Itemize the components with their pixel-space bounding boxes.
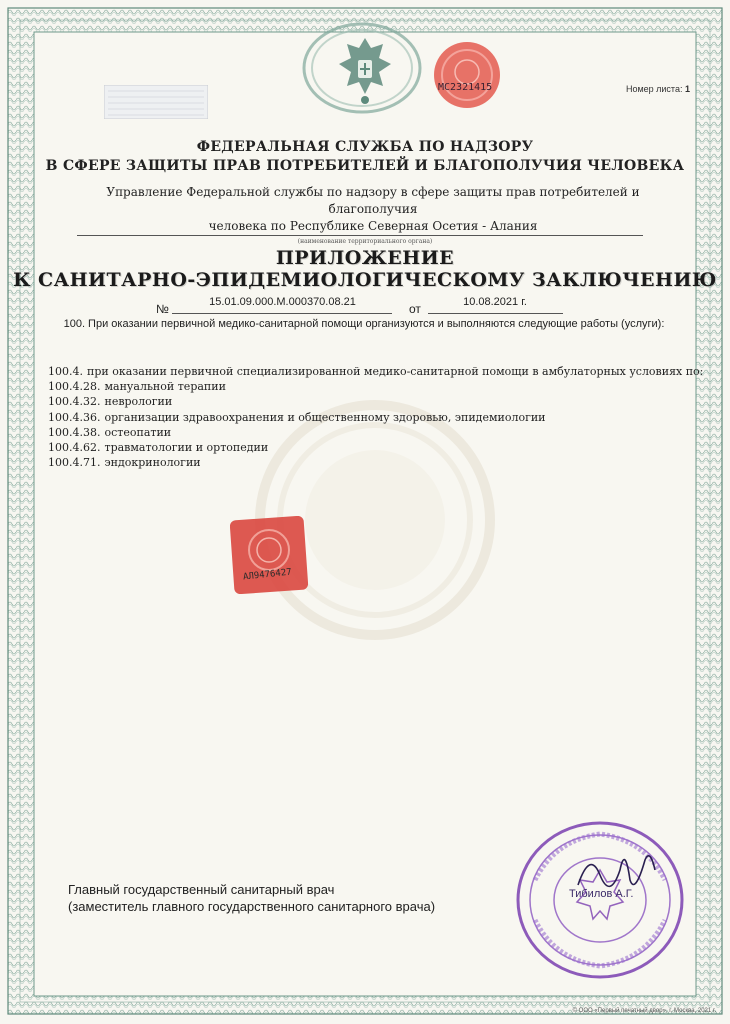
service-code: 100.4.28. bbox=[48, 380, 101, 394]
service-code: 100.4.71. bbox=[48, 456, 101, 470]
intro-text: 100. При оказании первичной медико-санитарной помощи организуются и выполняются следующие работы (услуги): bbox=[63, 318, 665, 330]
list-item bbox=[48, 364, 708, 379]
signatory-title-line2: (заместитель главного государственного санитарного врача) bbox=[68, 899, 436, 914]
number-underline bbox=[172, 313, 392, 314]
service-code: 100.4.38. bbox=[48, 425, 101, 439]
list-item bbox=[48, 379, 708, 394]
service-text: эндокринологии bbox=[104, 456, 201, 470]
service-text: организации здравоохранения и общественному здоровью, эпидемиологии bbox=[104, 410, 546, 424]
list-item bbox=[48, 410, 708, 425]
red-mark-code: АЛ9476427 bbox=[242, 567, 293, 583]
signatory-title-line1: Главный государственный санитарный врач bbox=[68, 882, 335, 897]
service-code: 100.4.62. bbox=[48, 441, 101, 455]
service-text: травматологии и ортопедии bbox=[104, 441, 269, 455]
agency-title-line1: ФЕДЕРАЛЬНАЯ СЛУЖБА ПО НАДЗОРУ bbox=[196, 139, 534, 155]
number-label: № bbox=[156, 302, 169, 316]
document-title-line2: К САНИТАРНО-ЭПИДЕМИОЛОГИЧЕСКОМУ ЗАКЛЮЧЕНИЮ bbox=[13, 269, 717, 291]
list-item bbox=[48, 455, 708, 470]
document-number: 15.01.09.000.М.000370.08.21 bbox=[209, 296, 356, 308]
hologram-strip bbox=[104, 85, 208, 119]
sheet-number bbox=[626, 84, 690, 94]
department-caption: (наименование территориального органа) bbox=[297, 238, 433, 245]
list-item bbox=[48, 440, 708, 455]
department-underline bbox=[77, 235, 643, 236]
service-code: 100.4.32. bbox=[48, 395, 101, 409]
red-security-mark bbox=[230, 516, 308, 594]
service-text: остеопатии bbox=[104, 425, 172, 439]
date-from-label: от bbox=[409, 302, 421, 316]
service-code: 100.4.36. bbox=[48, 410, 101, 424]
signatory-name: Тибилов А.Г. bbox=[569, 888, 634, 900]
red-security-stamp bbox=[432, 40, 502, 110]
date-underline bbox=[428, 313, 563, 314]
department-name bbox=[80, 184, 666, 235]
sheet-number-label: Номер листа: bbox=[625, 84, 683, 94]
agency-title-line2: В СФЕРЕ ЗАЩИТЫ ПРАВ ПОТРЕБИТЕЛЕЙ И БЛАГОПОЛУЧИЯ ЧЕЛОВЕКА bbox=[45, 158, 685, 174]
red-stamp-code: МС2321415 bbox=[438, 82, 493, 93]
list-item bbox=[48, 394, 708, 409]
sheet-number-value: 1 bbox=[684, 84, 690, 94]
document-date: 10.08.2021 г. bbox=[463, 296, 527, 308]
coat-of-arms-icon bbox=[325, 30, 405, 110]
list-item bbox=[48, 425, 708, 440]
printer-imprint: © ООО «Первый печатный двор», г. Москва, 2021 г. bbox=[572, 1008, 716, 1014]
service-text: мануальной терапии bbox=[104, 380, 226, 394]
service-code: 100.4. bbox=[48, 365, 83, 378]
department-line1: Управление Федеральной службы по надзору в сфере защиты прав потребителей и благополучия bbox=[106, 185, 640, 216]
document-title-line1: ПРИЛОЖЕНИЕ bbox=[275, 247, 455, 269]
service-text: при оказании первичной специализированной медико-санитарной помощи в амбулаторных условиях по: bbox=[87, 365, 704, 378]
department-line2: человека по Республике Северная Осетия - Алания bbox=[208, 219, 538, 233]
services-list bbox=[48, 364, 708, 470]
service-text: неврологии bbox=[104, 395, 173, 409]
